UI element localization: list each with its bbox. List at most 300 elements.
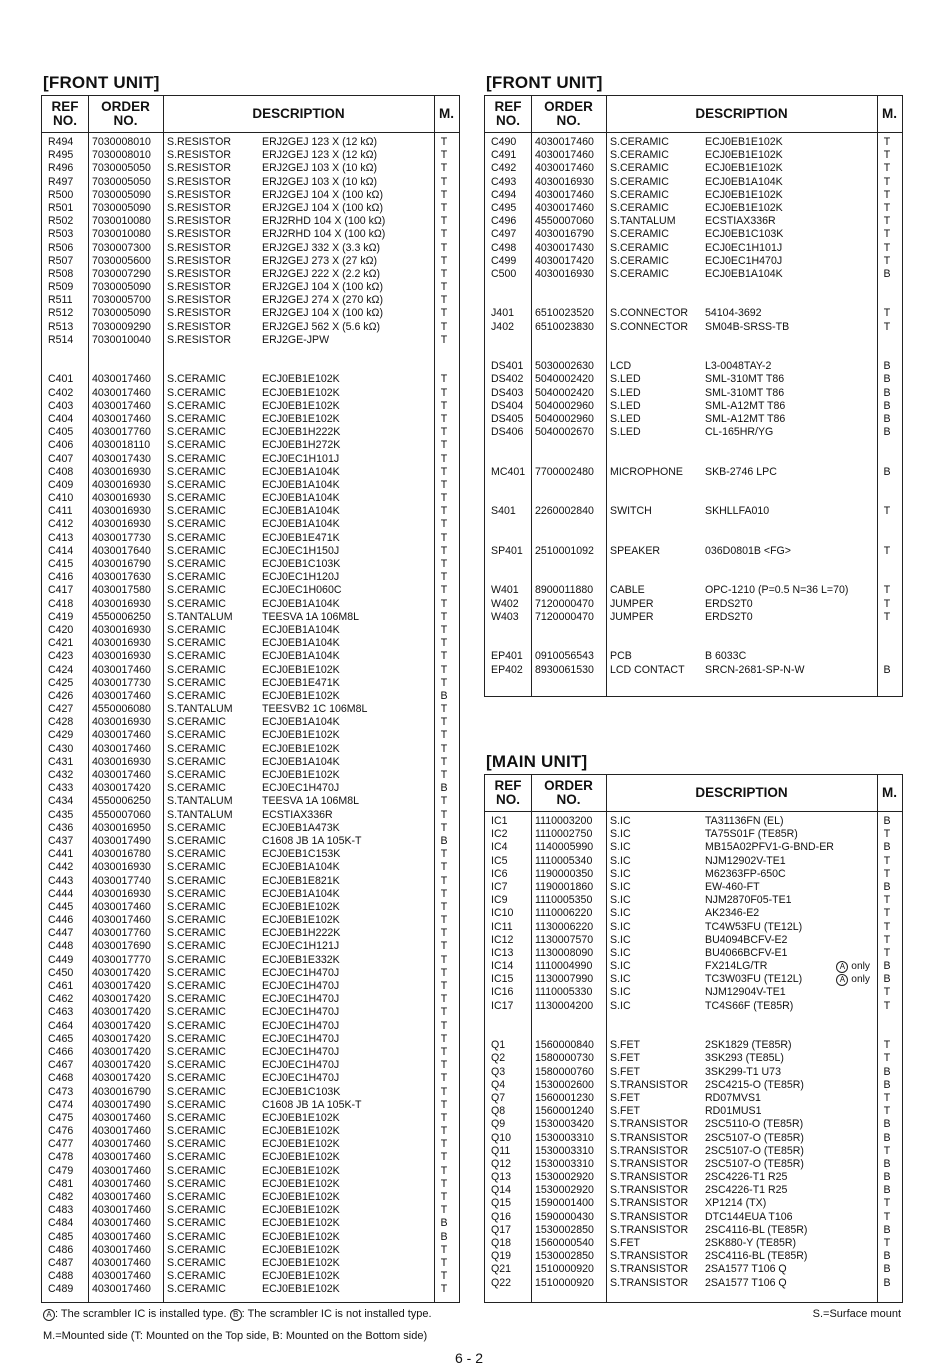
part-type: S.IC [610,933,631,946]
order-no: 4030017640 [92,544,151,557]
table-row [42,1059,459,1072]
part-description: ECJ0EB1A104K [262,650,340,663]
part-description: TC4W53FU (TE12L) [705,920,803,933]
part-type: LCD [610,360,632,373]
ref-no: C487 [48,1256,74,1269]
table-row [42,677,459,690]
table-row [485,1118,902,1131]
table-row [42,307,459,320]
part-description: XP1214 (TX) [705,1197,767,1210]
mounted-side: T [440,597,448,610]
part-type: S.CERAMIC [167,914,226,927]
table-row [42,321,459,334]
part-type: S.CERAMIC [610,267,669,280]
table-row [485,426,902,439]
order-no: 5040002960 [535,412,594,425]
part-type: S.CERAMIC [610,149,669,162]
part-type: S.FET [610,1237,641,1249]
ref-no: C409 [48,478,74,491]
order-no: 4030016930 [92,755,151,768]
table-row [485,281,902,294]
part-description: ECJ0EB1E102K [262,1230,340,1243]
mounted-side: T [883,162,891,175]
order-no: 1130004200 [535,999,594,1012]
order-no: 1580000730 [535,1052,594,1065]
order-no: 4030017460 [92,914,151,927]
order-no: 4030016930 [535,175,594,188]
main-unit-title: [MAIN UNIT] [486,752,588,771]
order-no: 4030017460 [92,1125,151,1138]
ref-no: IC5 [491,854,508,867]
order-no: 1590001400 [535,1197,594,1210]
mounted-side: T [440,1059,448,1072]
mounted-side: B [883,973,891,986]
ref-no: C425 [48,676,74,689]
ref-no: IC12 [491,933,514,946]
mounted-side: B [883,1276,891,1289]
table-row [485,881,902,894]
mounted-side: T [440,729,448,742]
table-row [485,505,902,518]
part-type: S.TANTALUM [167,610,233,623]
mounted-side: T [440,980,448,992]
table-row [42,426,459,439]
part-description: ECJ0EC1H150J [262,544,340,557]
part-description: ECJ0EB1C153K [262,848,341,861]
table-row [485,162,902,175]
mounted-side: T [883,201,891,214]
table-row [42,518,459,531]
mounted-side: T [440,215,448,228]
order-no: 4550006080 [92,703,151,716]
mounted-side: T [440,439,448,452]
ref-no: C434 [48,795,74,808]
mounted-side: T [440,465,448,478]
ref-no: IC13 [491,946,514,959]
part-description: SML-310MT T86 [705,386,785,399]
mounted-side: T [440,373,448,386]
part-description: ECJ0EB1E102K [262,1125,340,1138]
part-type: S.CERAMIC [167,452,226,465]
part-description: ERJ2GEJ 222 X (2.2 kΩ) [262,267,381,280]
ref-no: W403 [491,610,519,623]
table-row [42,558,459,571]
table-row [42,1006,459,1019]
part-type: S.IC [610,946,631,959]
order-no: 4030016790 [92,1085,151,1098]
order-no: 4030016930 [92,716,151,729]
mounted-side: B [883,1118,891,1131]
part-type: S.IC [610,907,631,920]
ref-no: IC14 [491,960,514,973]
ref-no: Q14 [491,1184,512,1197]
part-type: S.CERAMIC [610,188,669,201]
order-no: 7030010040 [92,333,151,346]
table-row [485,360,902,373]
table-row [42,1270,459,1283]
table-row [42,993,459,1006]
table-row [485,439,902,452]
mounted-side: T [883,999,891,1012]
ref-no: C476 [48,1125,74,1138]
part-type: S.CERAMIC [167,1098,226,1111]
table-row [485,1052,902,1065]
table-row [485,584,902,597]
order-no: 4030017580 [92,584,151,597]
part-description: ECJ0EB1A104K [262,887,340,900]
order-no: 4030017420 [92,1072,151,1085]
order-no: 4030018110 [92,439,151,452]
ref-no: C443 [48,874,74,887]
ref-no: C462 [48,993,74,1006]
footnote-mounted-side: M.=Mounted side (T: Mounted on the Top side, B: Mounted on the Bottom side) [43,1330,428,1342]
part-type: S.IC [610,986,631,999]
ref-no: C483 [48,1204,74,1217]
part-type: S.TRANSISTOR [610,1210,689,1223]
part-description: RD01MUS1 [705,1105,762,1118]
mounted-side: T [440,175,448,188]
part-description: CL-165HR/YG [705,426,774,439]
part-type: S.CERAMIC [610,201,669,214]
table-row [485,907,902,920]
order-no: 4030017460 [535,201,594,214]
part-type: S.IC [610,894,631,907]
header-mounted: M. [882,106,897,121]
order-no: 7030007300 [92,241,151,254]
ref-no: C416 [48,571,74,584]
part-description: ECJ0EB1A104K [705,267,783,280]
table-row [42,334,459,347]
table-row [42,1283,459,1296]
ref-no: C482 [48,1191,74,1203]
table-row [485,215,902,228]
table-row [42,756,459,769]
table-row [485,307,902,320]
part-type: S.CERAMIC [167,755,226,768]
mounted-side: T [440,1243,448,1256]
table-row [485,466,902,479]
table-row [42,387,459,400]
part-type: S.IC [610,920,631,933]
mounted-side: T [440,136,448,148]
mounted-side: B [883,663,891,676]
part-type: S.CERAMIC [167,900,226,913]
ref-no: C486 [48,1243,74,1256]
order-no: 8930061530 [535,663,594,676]
order-no: 4030016790 [535,228,594,241]
mounted-side: T [440,558,448,570]
ref-no: J402 [491,320,514,333]
table-row [42,914,459,927]
order-no: 4030017460 [92,412,151,425]
table-row [485,598,902,611]
mounted-side: T [883,505,891,518]
ref-no: R502 [48,215,74,228]
mounted-side: T [440,1177,448,1190]
part-type: S.FET [610,1052,641,1065]
order-no: 1190000350 [535,867,594,880]
part-description: ERJ2GEJ 332 X (3.3 kΩ) [262,241,381,254]
mounted-side: T [883,544,891,557]
order-no: 4030017460 [92,663,151,676]
table-row [485,149,902,162]
order-no: 1130008090 [535,946,594,959]
table-row [485,1013,902,1026]
part-type: S.RESISTOR [167,294,231,307]
order-no: 4030017730 [92,531,151,544]
ref-no: C410 [48,492,74,505]
part-description: SRCN-2681-SP-N-W [705,663,805,676]
part-description: 54104-3692 [705,307,762,320]
order-no: 4030017460 [535,162,594,175]
part-type: S.TRANSISTOR [610,1118,689,1131]
part-type: S.CERAMIC [167,729,226,742]
mounted-side: T [883,254,891,267]
ref-no: C485 [48,1230,74,1243]
mounted-side: T [883,828,891,841]
ref-no: Q8 [491,1105,506,1118]
mounted-side: T [883,610,891,623]
part-type: S.CERAMIC [167,716,226,729]
order-no: 4030016930 [92,465,151,478]
order-no: 4030016930 [92,861,151,874]
order-no: 1530003310 [535,1144,594,1157]
ref-no: C432 [48,769,74,781]
table-row [42,215,459,228]
header-ref: REF NO. [494,778,522,807]
header-mounted: M. [439,106,454,121]
table-row [485,558,902,571]
part-description: EW-460-FT [705,880,760,893]
ref-no: C465 [48,1032,74,1045]
mounted-side: T [883,136,891,148]
part-type: S.CERAMIC [167,874,226,887]
part-type: S.CERAMIC [167,571,226,584]
table-row [485,373,902,386]
ref-no: C427 [48,703,74,716]
ref-no: C431 [48,755,74,768]
mounted-side: B [440,834,448,847]
part-description: SKHLLFA010 [705,505,770,518]
order-no: 7030005090 [92,188,151,201]
part-description: NJM2870F05-TE1 [705,894,792,907]
mounted-side: T [440,1164,448,1177]
mounted-side: T [883,241,891,254]
ref-no: R508 [48,267,74,280]
part-type: S.CERAMIC [167,373,226,386]
part-description: ECJ0EB1E102K [705,188,783,201]
part-description: ECJ0EB1A104K [262,465,340,478]
ref-no: Q3 [491,1065,506,1078]
table-row [485,1211,902,1224]
table-row [485,532,902,545]
ref-no: IC17 [491,999,514,1012]
part-description: ERJ2GEJ 123 X (12 kΩ) [262,136,378,148]
table-row [42,1046,459,1059]
part-type: S.TRANSISTOR [610,1144,689,1157]
table-row [485,664,902,677]
part-description: ERJ2GEJ 273 X (27 kΩ) [262,254,378,267]
part-type: S.CERAMIC [167,558,226,570]
order-no: 7120000470 [535,610,594,623]
part-description: ECJ0EB1E102K [262,412,340,425]
part-type: S.RESISTOR [167,215,231,228]
ref-no: C461 [48,980,74,992]
part-description: ECJ0EB1E102K [705,201,783,214]
part-description: ECJ0EB1E102K [262,914,340,927]
ref-no: C404 [48,412,74,425]
part-type: S.CERAMIC [167,637,226,650]
order-no: 1110003200 [535,815,593,827]
table-row [485,518,902,531]
mounted-side: T [440,1019,448,1032]
table-row [42,875,459,888]
part-type: S.TRANSISTOR [610,1276,689,1289]
mounted-side: B [883,880,891,893]
order-no: 4030017420 [92,1059,151,1072]
order-no: 7030007290 [92,267,151,280]
order-no: 1110004990 [535,960,593,973]
mounted-side: T [440,1032,448,1045]
ref-no: C437 [48,834,74,847]
part-type: S.CERAMIC [167,940,226,953]
mounted-side: T [883,1197,891,1210]
order-no: 1110005330 [535,986,593,999]
table-row [485,1145,902,1158]
ref-no: C426 [48,689,74,702]
table-row [42,967,459,980]
part-description: ECJ0EB1A104K [262,505,340,518]
ref-no: C479 [48,1164,74,1177]
scrambler-note [836,973,870,986]
table-row [42,1020,459,1033]
order-no: 1530003310 [535,1131,594,1144]
order-no: 7030005050 [92,162,151,175]
order-no: 4030017490 [92,1098,151,1111]
order-no: 4550006250 [92,795,151,808]
mounted-side: T [440,505,448,518]
mounted-side: T [440,742,448,755]
table-row [485,294,902,307]
mounted-side: T [883,907,891,920]
order-no: 4030017430 [92,452,151,465]
part-description: ECJ0EB1E102K [262,1191,340,1203]
part-type: S.TRANSISTOR [610,1250,689,1263]
mounted-side: T [440,267,448,280]
table-row [485,1026,902,1039]
only-label: only [851,974,870,986]
order-no: 1510000920 [535,1276,594,1289]
order-no: 4030017420 [92,782,151,795]
part-type: S.CERAMIC [167,1164,226,1177]
order-no: 7030005090 [92,281,151,294]
part-description: ECJ0EB1E102K [262,769,340,781]
ref-no: C466 [48,1045,74,1058]
table-row [42,202,459,215]
part-description: ECJ0EB1A104K [262,478,340,491]
scrambler-note [836,960,870,973]
part-description: 2SC4226-T1 R25 [705,1171,788,1184]
table-row [42,1231,459,1244]
part-description: ECJ0EB1A104K [262,755,340,768]
ref-no: C478 [48,1151,74,1164]
order-no: 5040002420 [535,386,594,399]
mounted-side: B [883,1065,891,1078]
order-no: 4030017460 [92,1204,151,1217]
part-type: S.CERAMIC [167,689,226,702]
mounted-side: T [440,399,448,412]
mounted-side: T [440,953,448,966]
ref-no: R514 [48,333,74,346]
part-description: 2SC4226-T1 R25 [705,1184,788,1197]
part-description: BU4094BCFV-E2 [705,933,788,946]
table-row [485,1263,902,1276]
part-description: ERDS2T0 [705,597,753,610]
ref-no: Q22 [491,1276,512,1289]
ref-no: C489 [48,1283,74,1296]
order-no: 5040002420 [535,373,594,386]
part-description: ECJ0EC1H470J [262,1032,340,1045]
mounted-side: T [883,867,891,880]
ref-no: DS401 [491,360,524,373]
mounted-side: T [883,228,891,241]
part-description: TEESVB2 1C 106M8L [262,703,368,716]
ref-no: C495 [491,201,517,214]
part-description: ERJ2RHD 104 X (100 kΩ) [262,228,386,241]
table-row [485,973,902,986]
mounted-side: T [440,676,448,689]
part-type: S.CERAMIC [167,465,226,478]
order-no: 7030005700 [92,294,151,307]
part-description: ECJ0EC1H470J [262,1045,340,1058]
mounted-side: T [440,795,448,808]
ref-no: Q12 [491,1157,512,1170]
part-type: S.FET [610,1065,641,1078]
table-row [485,828,902,841]
order-no: 4030016930 [92,623,151,636]
mounted-side: T [440,1006,448,1019]
mounted-side: T [440,452,448,465]
ref-no: DS406 [491,426,524,439]
part-description: ECSTIAX336R [262,808,333,821]
mounted-side: T [440,1283,448,1296]
ref-no: C423 [48,650,74,663]
mounted-side: T [883,149,891,162]
mounted-side: B [883,1157,891,1170]
mounted-side: T [440,1125,448,1138]
part-type: S.IC [610,841,631,854]
ref-no: C449 [48,953,74,966]
order-no: 4550007060 [535,215,594,228]
part-description: ECJ0EC1H120J [262,571,340,584]
table-row [42,228,459,241]
table-row [42,545,459,558]
part-type: S.TRANSISTOR [610,1184,689,1197]
table-row [42,413,459,426]
mounted-side: T [440,966,448,979]
ref-no: C492 [491,162,517,175]
part-description: 2SC5110-O (TE85R) [705,1118,804,1131]
part-type: CABLE [610,584,645,597]
table-row [485,986,902,999]
mounted-side: T [440,1151,448,1164]
part-description: SML-A12MT T86 [705,412,786,425]
part-type: S.CERAMIC [167,1204,226,1217]
table-row [42,466,459,479]
ref-no: C463 [48,1006,74,1019]
part-type: S.CERAMIC [167,518,226,531]
table-row [42,294,459,307]
